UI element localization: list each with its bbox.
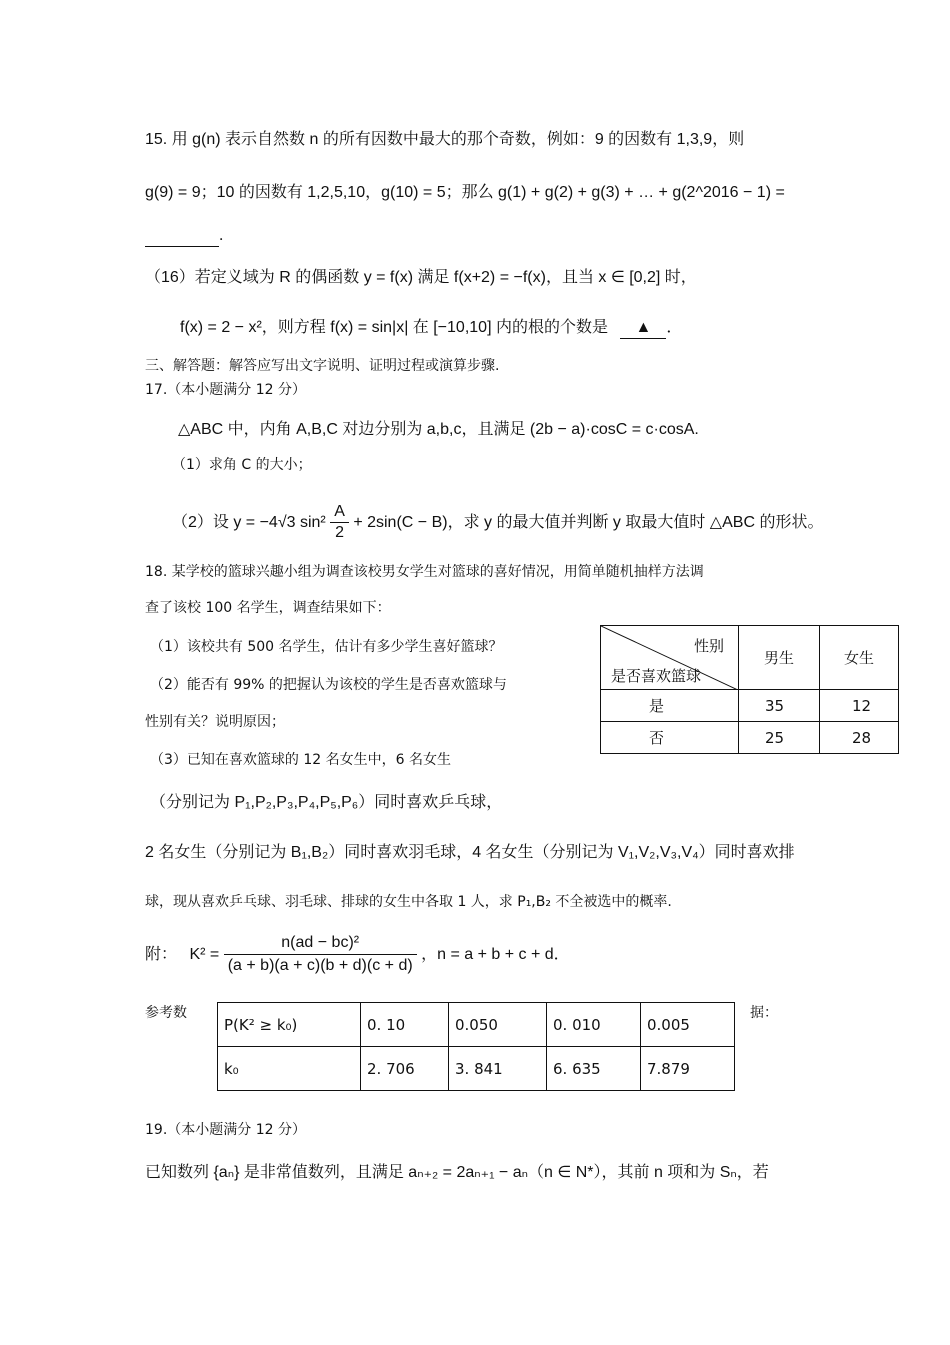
q18-part3b: （分别记为 P₁,P₂,P₃,P₄,P₅,P₆）同时喜欢乒乓球，	[150, 794, 503, 811]
header-male: 男生	[739, 626, 820, 690]
q16-line2-tail: ．	[666, 319, 683, 336]
table-cell: k₀	[218, 1047, 361, 1091]
q15-blank-tail: ．	[219, 228, 233, 244]
k2-denominator: (a + b)(a + c)(b + d)(c + d)	[227, 957, 413, 975]
q19-header: 19.（本小题满分 12 分）	[145, 1122, 306, 1138]
q18-part1: （1）该校共有 500 名学生，估计有多少学生喜好篮球？	[150, 639, 503, 655]
q18-part2a: （2）能否有 99% 的把握认为该校的学生是否喜欢篮球与	[150, 677, 507, 693]
k2-lhs: K² =	[189, 946, 220, 963]
table-row	[601, 722, 899, 754]
q16-line2-text: f(x) = 2 − x²，则方程 f(x) = sin|x| 在 [−10,10] 内的根的个数是	[180, 319, 608, 336]
table-cell: 0. 010	[547, 1003, 641, 1047]
q17-part2-post: + 2sin(C − B)，求 y 的最大值并判断 y 取最大值时 △ABC 的形状。	[353, 514, 824, 531]
fraction-denominator: 2	[335, 524, 344, 542]
row-label: 是	[601, 690, 739, 722]
k2-numerator: n(ad − bc)²	[224, 932, 417, 955]
k2-formula	[145, 930, 570, 980]
q18-part3c: 2 名女生（分别记为 B₁,B₂）同时喜欢羽毛球，4 名女生（分别记为 V₁,V₂,V₃,V₄）同时喜欢排	[145, 844, 795, 861]
table-cell: 2. 706	[361, 1047, 449, 1091]
cell-male: 35	[739, 690, 820, 722]
ref-label-right: 据：	[750, 1005, 778, 1021]
table-cell: P(K² ≥ k₀)	[218, 1003, 361, 1047]
q17-part2	[172, 500, 823, 546]
q18-part3d: 球，现从喜欢乒乓球、羽毛球、排球的女生中各取 1 人，求 P₁,B₂ 不全被选中的概率.	[145, 894, 672, 910]
q19-line1: 已知数列 {aₙ} 是非常值数列，且满足 aₙ₊₂ = 2aₙ₊₁ − aₙ（n ∈ N*），其前 n 项和为 Sₙ，若	[145, 1164, 769, 1181]
q15-line1: 15. 用 g(n) 表示自然数 n 的所有因数中最大的那个奇数，例如：9 的因数有 1,3,9，则	[145, 131, 745, 148]
ref-label-left: 参考数	[145, 1005, 187, 1021]
q16-answer-blank	[620, 318, 666, 339]
corner-top-label: 性别	[693, 637, 724, 655]
q15-line2: g(9) = 9；10 的因数有 1,2,5,10，g(10) = 5；那么 g(1) + g(2) + g(3) + … + g(2^2016 − 1) =	[145, 184, 785, 201]
survey-table	[600, 625, 899, 754]
critical-value-table	[217, 1002, 735, 1091]
q17-intro: △ABC 中，内角 A,B,C 对边分别为 a,b,c，且满足 (2b − a)·cosC = c·cosA.	[178, 421, 699, 438]
corner-bottom-label: 是否喜欢篮球	[611, 667, 702, 685]
k2-fraction	[224, 932, 417, 977]
q16-line2	[180, 318, 682, 339]
q15-answer-blank	[145, 226, 233, 247]
table-cell: 0.005	[641, 1003, 735, 1047]
cell-female: 28	[820, 722, 899, 754]
q18-part3a: （3）已知在喜欢篮球的 12 名女生中，6 名女生	[150, 752, 451, 768]
q18-line2: 查了该校 100 名学生，调查结果如下：	[145, 600, 391, 616]
cell-female: 12	[820, 690, 899, 722]
table-row	[218, 1047, 735, 1091]
cell-male: 25	[739, 722, 820, 754]
triangle-marker-icon: ▲	[635, 319, 652, 336]
q16-line1: （16）若定义域为 R 的偶函数 y = f(x) 满足 f(x+2) = −f(x)，且当 x ∈ [0,2] 时，	[145, 269, 697, 286]
table-cell: 0.050	[449, 1003, 547, 1047]
table-row	[601, 690, 899, 722]
table-corner-cell	[601, 626, 739, 690]
table-cell: 6. 635	[547, 1047, 641, 1091]
q18-part2b: 性别有关？说明原因；	[145, 714, 285, 730]
n-definition: ，n = a + b + c + d．	[421, 946, 570, 963]
fraction-numerator: A	[330, 502, 349, 523]
row-label: 否	[601, 722, 739, 754]
table-cell: 7.879	[641, 1047, 735, 1091]
q17-part2-pre: （2）设 y = −4√3 sin²	[172, 514, 326, 531]
section-3-heading: 三、解答题：解答应写出文字说明、证明过程或演算步骤.	[145, 358, 500, 374]
q17-header: 17.（本小题满分 12 分）	[145, 382, 306, 398]
appendix-label: 附：	[145, 946, 178, 963]
table-row	[218, 1003, 735, 1047]
q17-part1: （1）求角 C 的大小；	[172, 457, 312, 473]
header-female: 女生	[820, 626, 899, 690]
table-cell: 0. 10	[361, 1003, 449, 1047]
q18-line1: 18. 某学校的篮球兴趣小组为调查该校男女学生对篮球的喜好情况，用简单随机抽样方法调	[145, 564, 704, 580]
a-over-2-fraction	[330, 502, 349, 543]
table-cell: 3. 841	[449, 1047, 547, 1091]
